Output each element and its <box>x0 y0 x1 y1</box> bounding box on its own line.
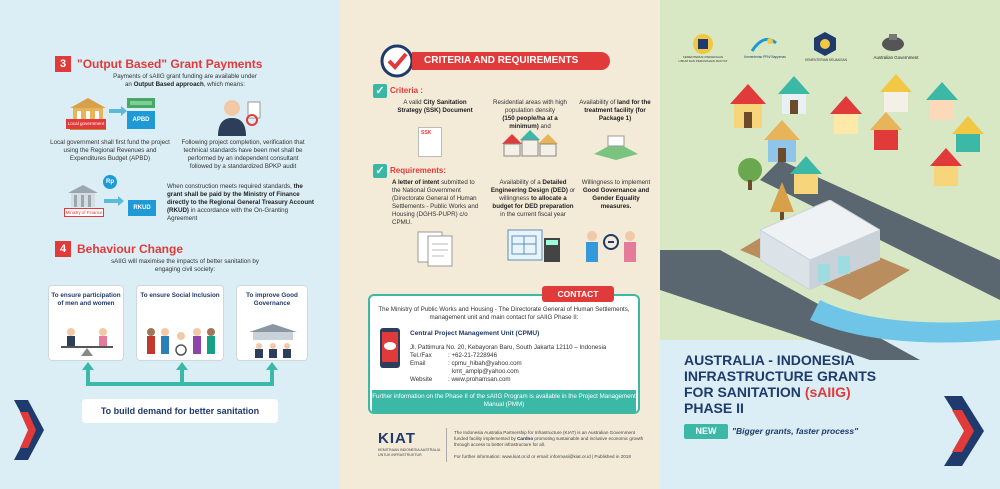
apbd-box: APBD <box>127 111 155 129</box>
cpmu-name: Central Project Management Unit (CPMU) <box>410 330 540 337</box>
section-4-number: 4 <box>55 241 71 257</box>
criteria-check-icon: ✓ <box>373 84 387 98</box>
australia-crest-icon <box>880 32 906 52</box>
participation-label: To ensure participation of men and women <box>51 292 121 307</box>
requirements-check-icon: ✓ <box>373 164 387 178</box>
contact-intro: The Ministry of Public Works and Housing - The Directorate General of Human Settlements, management unit and main contact for sAIIG Phase II: <box>378 306 630 321</box>
website-link[interactable]: : www.prohamsan.com <box>448 376 511 383</box>
phone-chat-icon <box>378 326 404 372</box>
step2-text: Following project completion, verification that technical standards have been met shall be performed by an independent consultant followed by a standardized BPKP audit <box>181 139 305 170</box>
email-link-2[interactable]: kmt_amplp@yahoo.com <box>452 368 519 375</box>
blueprint-calculator-icon <box>506 226 562 266</box>
kemenkeu-logo-text: KEMENTERIAN KEUANGAN <box>805 58 847 62</box>
chevron-decoration-icon <box>14 400 44 460</box>
requirement-2: Availability of a Detailed Engineering Design (DED) or willingness to allocate a budget for DED preparation in the current fiscal year <box>490 179 576 218</box>
seesaw-icon <box>59 326 115 356</box>
social-inclusion-box <box>136 285 224 361</box>
criteria-label: Criteria : <box>390 86 423 95</box>
email-link-1[interactable]: : cpmu_hibah@yahoo.com <box>448 360 522 367</box>
step3-text: When construction meets required standards, the grant shall be paid by the Ministry of Finance directly to the Regional General Treasury Account (RKUD) in accordance with the On-Granting Agreement <box>167 183 314 222</box>
criteria-2: Residential areas with high population density (150 people/ha at a minimum) and <box>493 99 567 130</box>
rupiah-coin: Rp <box>103 175 117 189</box>
section-3-intro: Payments of sAIIG grant funding are available under an Output Based approach, which means: <box>113 73 257 88</box>
requirement-1: A letter of intent submitted to the National Government (Directorate General of Human Settlements - Public Works and Housing (DGHS-PUPR) c/o CPMU. <box>392 179 479 226</box>
consultant-icon <box>212 96 262 136</box>
participation-box <box>48 285 124 361</box>
rkud-box: RKUD <box>128 200 156 216</box>
kiat-footnote: The Indonesia Australia Partnership for Infrastructure (KIAT) is an Australian Government funded facility implemented by Cardno promoting sustainable and inclusive economic growth through access to better infrastructure for all. For further information: www.kiat.or.id or email: informasi@kiat.or.id | Published in 2018 <box>454 430 644 459</box>
right-panel <box>660 0 1000 489</box>
new-badge: NEW <box>684 424 728 439</box>
cpmu-address: Jl. Pattimura No. 20, Kebayoran Baru, South Jakarta 12110 – Indonesia <box>410 344 607 351</box>
connector-arrows-icon <box>80 362 280 392</box>
gender-equality-icon <box>578 228 644 264</box>
social-inclusion-label: To ensure Social Inclusion <box>140 292 220 299</box>
tel-label: Tel./Fax <box>410 352 432 359</box>
kiat-subtitle: KEMITRAAN INDONESIA AUSTRALIA UNTUK INFRASTRUKTUR <box>378 448 441 457</box>
houses-icon <box>498 130 562 160</box>
checkmark-badge-icon <box>380 44 414 78</box>
land-plot-icon <box>594 134 638 160</box>
people-group-icon <box>143 326 219 356</box>
section-3-title: "Output Based" Grant Payments <box>77 57 263 71</box>
arrow-right-icon <box>104 196 124 206</box>
section-4-title: Behaviour Change <box>77 242 184 256</box>
ministry-label: Ministry of Finance <box>65 210 103 215</box>
brochure-title <box>684 352 876 416</box>
title-line-3: FOR SANITATION (sAIIG) <box>684 384 851 400</box>
treatment-plant-icon <box>760 200 880 290</box>
section-3-number: 3 <box>55 56 71 72</box>
letter-documents-icon <box>416 228 456 268</box>
demand-banner: To build demand for better sanitation <box>82 399 278 423</box>
middle-panel <box>340 0 660 489</box>
good-governance-label: To improve Good Governance <box>246 292 298 307</box>
ssk-document: SSK <box>418 127 442 157</box>
kemenkeu-logo-icon <box>814 32 836 56</box>
requirement-3: Willingness to implement Good Governance and Gender Equality measures. <box>581 179 651 210</box>
bappenas-logo-text: Kementerian PPN/ Bappenas <box>744 55 786 59</box>
title-line-2: INFRASTRUCTURE GRANTS <box>684 368 877 384</box>
bappenas-logo-icon <box>750 33 778 55</box>
title-line-1: AUSTRALIA - INDONESIA <box>684 352 855 368</box>
chevron-decoration-icon <box>944 396 984 466</box>
title-line-4: PHASE II <box>684 400 744 416</box>
left-panel <box>0 0 340 489</box>
footer-divider <box>446 428 447 462</box>
step1-text: Local government shall first fund the project using the Regional Revenues and Expenditures Budget (APBD) <box>50 139 170 162</box>
requirements-label: Requirements: <box>390 166 447 175</box>
tagline: "Bigger grants, faster process" <box>732 426 859 436</box>
email-label: Email <box>410 360 426 367</box>
contact-header: CONTACT <box>542 286 614 302</box>
criteria-header: CRITERIA AND REQUIREMENTS <box>412 52 610 70</box>
australia-logo-text: Australian Government <box>873 55 919 60</box>
good-governance-box <box>236 285 308 361</box>
pmm-info: Further information on the Phase II of the sAIIG Program is available in the Project Management Manual (PMM) <box>372 390 636 412</box>
pupr-logo-icon <box>692 33 714 55</box>
pupr-logo-text: KEMENTERIAN PEKERJAAN UMUM DAN PERUMAHAN RAKYAT <box>678 55 728 63</box>
criteria-1: A valid City Sanitation Strategy (SSK) Document <box>397 99 473 114</box>
governance-building-icon <box>245 324 301 358</box>
criteria-3: Availability of land for the treatment facility (for Package 1) <box>579 99 651 122</box>
local-government-label: Local government <box>66 119 106 129</box>
tel-value: : +62-21-7228946 <box>448 352 498 359</box>
kiat-logo: KIAT <box>378 430 416 447</box>
website-label: Website <box>410 376 433 383</box>
section-4-intro: sAIIG will maximise the impacts of better sanitation by engaging civil society: <box>111 258 259 273</box>
money-stack-icon <box>124 96 158 112</box>
